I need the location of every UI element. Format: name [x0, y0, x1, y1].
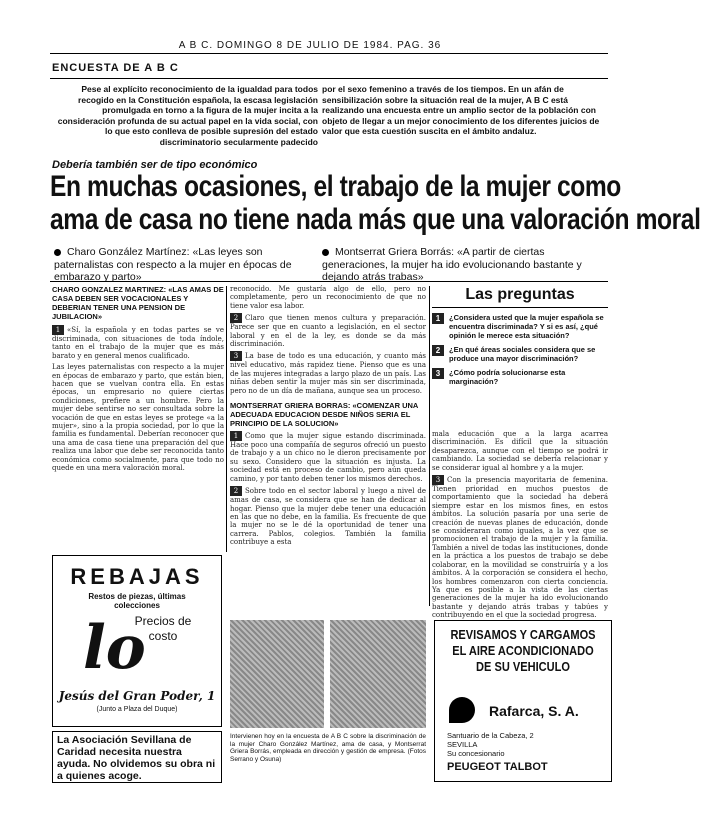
rafarca-headline	[448, 627, 598, 675]
rafarca-company: Rafarca, S. A.	[489, 703, 579, 719]
question-text-1: ¿Considera usted que la mujer española se encuentra discriminada? Y si es así, ¿qué opinión le merece esta situación?	[449, 313, 604, 340]
question-number: 3	[432, 475, 444, 485]
question-number: 3	[230, 351, 242, 361]
interview-2-answer-2	[230, 486, 426, 554]
photo-caption: Intervienen hoy en la encuesta de A B C sobre la discriminación de la mujer Charo González Martínez, ama de casa, y Montserrat Griera Borrás, empleada en dirección y gestión de empresa. (Fotos Serrano y Osuna)	[230, 733, 426, 763]
interview-2-answer-3-text: Con la presencia mayoritaria de femenina. Tienen prioridad en muchos puestos de comportamiento que la sociedad ha deberá siempre estar en los mismos fines, en estos ámbitos. La solución pasaría por una serie de creación de nuevas planes de educación, donde se consideraran como iguales, a la vez que se promocionen el trabajo de la mujer y la familia. También a nivel de todas las instituciones, donde en la práctica a los puestos de trabajo se debe colaborar, en la movilidad se construiría y a los ámbitos. A la corporación se considera el hecho, los hombres comenzaron con cierta conciencia. Ya que es posible a la vista de las ciertas generaciones de la mujer ha ido evolucionando bastante y dejando atrás trabas y tabúes y contribuyendo en el que la sociedad progresa.	[432, 476, 608, 620]
question-number: 1	[52, 325, 64, 335]
bullet-icon	[322, 249, 329, 256]
rebajas-brand: Jesús del Gran Poder, 1	[58, 689, 216, 703]
interview-1-title: CHARO GONZALEZ MARTINEZ: «LAS AMAS DE CASA DEBEN SER VOCACIONALES Y DEBERIAN TENER UNA PENSION DE JUBILACION»	[52, 285, 224, 321]
rebajas-prices: Precios de costo	[134, 614, 192, 643]
rafarca-address-2: SEVILLA	[447, 740, 478, 749]
column-divider	[226, 286, 227, 552]
headline-line-2: ama de casa no tiene nada más que una valoración moral	[50, 203, 701, 236]
interview-1-text-1: «Sí, la española y en todas partes se ve discriminada, con situaciones de toda índole, tanto en el trabajo de la mujer que es más barato y en general menos cualificado.	[52, 326, 224, 360]
dek-label: Debería también ser de tipo económico	[52, 159, 258, 171]
question-item-1	[432, 313, 608, 340]
rebajas-subtitle: Restos de piezas, últimas colecciones	[88, 592, 186, 610]
column-2	[230, 285, 426, 554]
question-text-3: ¿Cómo podría solucionarse esta marginación?	[449, 368, 566, 386]
interview-1-answer-3	[230, 351, 426, 395]
rafarca-line-1: REVISAMOS Y CARGAMOS	[450, 627, 596, 642]
rafarca-line-3: DE SU VEHICULO	[476, 659, 570, 674]
logo-mark: lo	[83, 613, 146, 683]
section-kicker: ENCUESTA DE A B C	[52, 62, 179, 74]
bullet-icon	[54, 249, 61, 256]
rebajas-brand-sub: (Junto a Plaza del Duque)	[96, 706, 178, 713]
column-divider	[429, 286, 430, 606]
dek-left: Pese al explícito reconocimiento de la igualdad para todos recogido en la Constitución española, la escasa legislación promulgada en torno a la figura de la mujer incita a la consideración profunda de su actual papel en la vida social, con lo que esto conlleva de posible supresión del estado discriminatorio secularmente padecido	[57, 84, 318, 147]
pull-quote-1	[54, 246, 312, 284]
interview-1-text-2: Las leyes paternalistas con respecto a la mujer en épocas de embarazo y parto, que están bien, hacen que se vuelvan contra ella. En estas épocas, un empresario no quiere ciertas condiciones, prefiere a un hombre. Pero la mujer debe sentirse no ser consultada sobre la vocación de que en estas leyes se protege «a la mujer», sino a la propia sociedad, por lo que la familia es fundamental. Deberían reconocer que una ama de casa tiene una preparación del que realiza una labor que debe ser reconocida tanto económica como socialmente, para que todo no quede en una mera valoración moral.	[52, 363, 224, 473]
rafarca-ad	[434, 620, 612, 782]
interview-1-answer-2-text: Claro que tienen menos cultura y preparación. Parece ser que en cuanto a legislación, en el sector laboral y en el de la ley, es donde se da más discriminación.	[230, 314, 426, 349]
asociacion-text: La Asociación Sevillana de Caridad necesita nuestra ayuda. No olvidemos su obra ni a quienes acoge.	[57, 734, 216, 782]
interview-1-paragraph	[52, 325, 224, 360]
interview-2-continued: mala educación que a la larga acarrea discriminación. Es difícil que la situación desaparezca, aunque con el tiempo se podrá ir cambiando. La sociedad se debería relacionar y se considerar igual al hombre y a la mujer.	[432, 430, 608, 472]
headline-line-1: En muchas ocasiones, el trabajo de la mujer como	[50, 170, 621, 203]
interview-2-title: MONTSERRAT GRIERA BORRAS: «COMENZAR UNA ADECUADA EDUCACION DESDE NIÑOS SERIA EL PRINCIPIO DE LA SOLUCION»	[230, 401, 419, 429]
asociacion-ad	[52, 731, 222, 783]
pull-quote-1-text: Charo González Martínez: «Las leyes son paternalistas con respecto a la mujer en épocas de embarazo y parto»	[54, 246, 292, 283]
interview-1-answer-3-text: La base de todo es una educación, y cuanto más nivel educativo, más rapidez tiene. Pienso que es una de las mujeres integradas a largo plazo de un país. Las niñas deben sentir la mujer más sin ser discriminada, pero no de un día de mañana, aunque sea un proceso.	[230, 352, 426, 395]
question-number: 2	[230, 486, 242, 496]
header-rule	[50, 53, 608, 54]
interview-2-answer-2-text: Sobre todo en el sector laboral y luego a nivel de amas de casa, se considera que se han de dedicar al hogar. Pienso que la mujer debe tener una educación en las que no debe, en la familia. Es frecuente de que la mujer no se le dé la oportunidad de tener una carrera. Pablos, colegios. También la familia contribuye a esta	[230, 487, 426, 547]
question-number-3: 3	[432, 368, 444, 379]
rafarca-line-2: EL AIRE ACONDICIONADO	[452, 643, 594, 658]
rafarca-logo-icon	[449, 697, 475, 723]
questions-rule	[432, 307, 608, 308]
photo-montserrat	[330, 620, 426, 728]
question-item-3	[432, 368, 608, 386]
dek-right: por el sexo femenino a través de los tiempos. En un afán de sensibilización sobre la situación real de la mujer, A B C está realizando una encuesta entre un amplio sector de la población con objeto de llegar a un mejor conocimiento de los diferentes juicios de valor que esta cuestión suscita en el ámbito andaluz.	[322, 84, 600, 136]
question-number-1: 1	[432, 313, 444, 324]
questions-box	[432, 286, 608, 426]
questions-title: Las preguntas	[465, 286, 575, 303]
interview-1-continued: reconocido. Me gustaría algo de ello, pero no completamente, pero un reconocimiento de que no tiene valor esa labor.	[230, 285, 426, 310]
page-header: A B C. DOMINGO 8 DE JULIO DE 1984. PAG. 36	[178, 40, 442, 51]
rebajas-ad	[52, 555, 222, 727]
question-number-2: 2	[432, 345, 444, 356]
rafarca-dealer: Su concesionario	[447, 749, 505, 758]
column-3	[432, 430, 608, 620]
section-rule	[50, 281, 608, 282]
question-number: 2	[230, 313, 242, 323]
rafarca-brand: PEUGEOT TALBOT	[447, 761, 548, 773]
question-text-2: ¿En qué áreas sociales considera que se produce una mayor discriminación?	[449, 345, 596, 363]
kicker-rule	[50, 78, 608, 79]
rafarca-address-1: Santuario de la Cabeza, 2	[447, 731, 534, 740]
interview-1-answer-2	[230, 313, 426, 348]
rebajas-title: REBAJAS	[70, 564, 204, 589]
interview-2-answer-1	[230, 431, 426, 483]
rafarca-address	[447, 731, 534, 758]
interview-2-answer-3	[432, 475, 608, 620]
pull-quote-2	[322, 246, 608, 284]
interview-2-answer-1-text: Como que la mujer sigue estando discriminada. Hace poco una compañía de seguros ofreció un puesto de trabajo y a un chico no le dieron precisamente por su sexo. Considero que la situación es injusta. La sociedad está en proceso de cambio, pero aún queda camino, y por tanto deben tener los mismos derechos.	[230, 432, 426, 483]
question-number: 1	[230, 431, 242, 441]
pull-quote-2-text: Montserrat Griera Borrás: «A partir de ciertas generaciones, la mujer ha ido evolucionando bastante y dejando atrás trabas»	[322, 246, 582, 283]
question-item-2	[432, 345, 608, 363]
column-1	[52, 285, 224, 535]
photo-charo	[230, 620, 324, 728]
